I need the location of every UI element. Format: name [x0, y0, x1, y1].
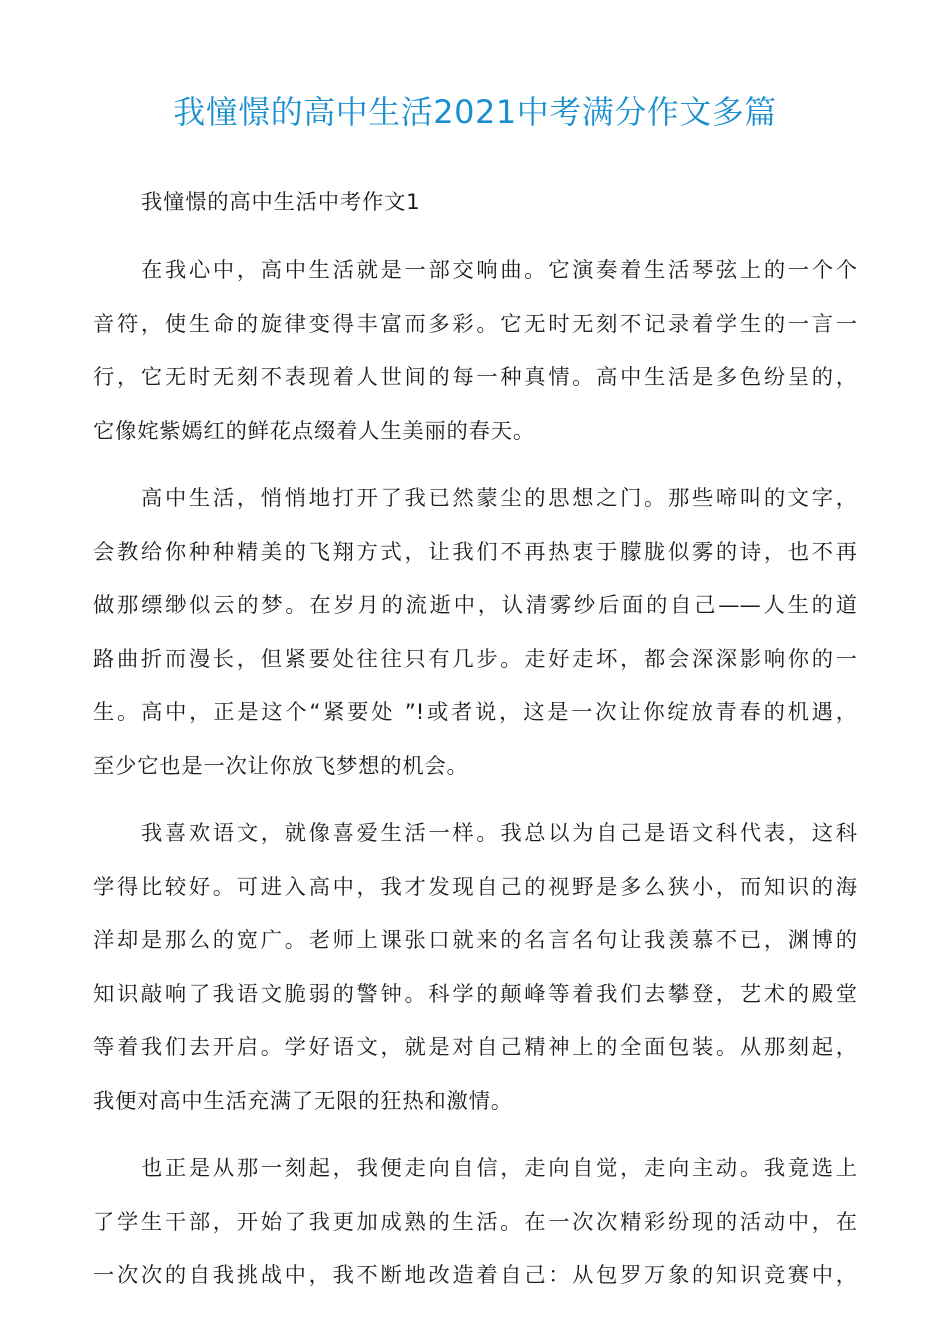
paragraph-line: 了学生干部，开始了我更加成熟的生活。在一次次精彩纷现的活动中，在 — [93, 1209, 857, 1235]
paragraph-line: 等着我们去开启。学好语文，就是对自己精神上的全面包装。从那刻起， — [93, 1035, 857, 1060]
paragraph — [93, 472, 857, 793]
paragraph — [93, 807, 857, 1128]
paragraph-list — [93, 244, 857, 1303]
paragraph-line: 也正是从那一刻起，我便走向自信，走向自觉，走向主动。我竟选上 — [141, 1156, 857, 1181]
paragraph — [93, 1142, 857, 1303]
paragraph-line: 洋却是那么的宽广。老师上课张口就来的名言名句让我羡慕不已，渊博的 — [93, 928, 857, 953]
paragraph-line: 音符，使生命的旋律变得丰富而多彩。它无时无刻不记录着学生的一言一 — [93, 311, 857, 337]
paragraph-line: 生。高中，正是这个“紧要处 ”!或者说，这是一次让你绽放青春的机遇， — [93, 700, 857, 725]
paragraph-line: 我喜欢语文，就像喜爱生活一样。我总以为自己是语文科代表，这科 — [141, 821, 857, 846]
paragraph-line: 知识敲响了我语文脆弱的警钟。科学的颠峰等着我们去攀登，艺术的殿堂 — [93, 981, 857, 1007]
paragraph-line: 我便对高中生活充满了无限的狂热和激情。 — [93, 1088, 513, 1114]
paragraph-line: 学得比较好。可进入高中，我才发现自己的视野是多么狭小，而知识的海 — [93, 874, 857, 900]
paragraph-line: 会教给你种种精美的飞翔方式，让我们不再热衷于朦胧似雾的诗，也不再 — [93, 539, 857, 565]
paragraph-line: 行，它无时无刻不表现着人世间的每一种真情。高中生活是多色纷呈的， — [93, 365, 857, 390]
paragraph-line: 做那缥缈似云的梦。在岁月的流逝中，认清雾纱后面的自己——人生的道 — [93, 593, 857, 618]
paragraph-line: 路曲折而漫长，但紧要处往往只有几步。走好走坏，都会深深影响你的一 — [93, 646, 857, 672]
paragraph-line: 高中生活，悄悄地打开了我已然蒙尘的思想之门。那些啼叫的文字， — [141, 486, 857, 511]
document-title: 我憧憬的高中生活2021中考满分作文多篇 — [173, 93, 777, 131]
paragraph-line: 至少它也是一次让你放飞梦想的机会。 — [93, 753, 469, 779]
document-body — [93, 176, 857, 1303]
paragraph-line: 在我心中，高中生活就是一部交响曲。它演奏着生活琴弦上的一个个 — [141, 258, 857, 283]
section-heading: 我憧憬的高中生活中考作文1 — [141, 190, 421, 215]
paragraph-line: 一次次的自我挑战中，我不断地改造着自己：从包罗万象的知识竞赛中， — [93, 1263, 857, 1288]
paragraph-line: 它像姹紫嫣红的鲜花点缀着人生美丽的春天。 — [93, 418, 535, 444]
paragraph — [93, 244, 857, 458]
